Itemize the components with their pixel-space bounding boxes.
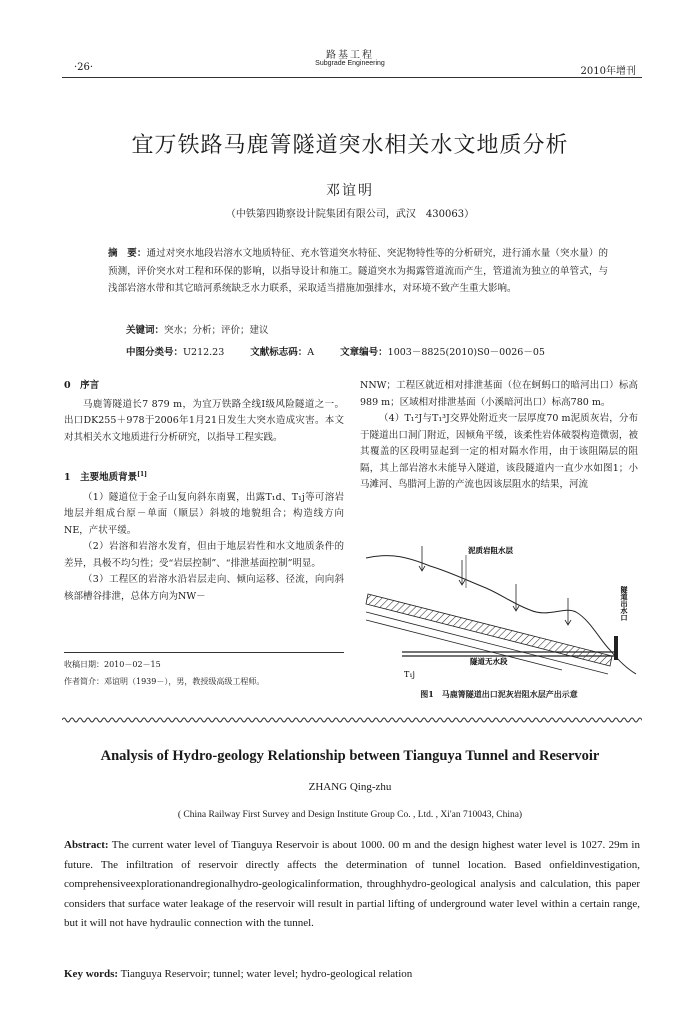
section-separator <box>62 716 642 724</box>
abstract-cn <box>108 245 608 298</box>
article-value: 1003－8825(2010)S0－0026－05 <box>387 347 545 358</box>
keywords-label: 关键词： <box>126 325 165 336</box>
journal-title-cn: 路基工程 <box>326 50 374 61</box>
section-1-item-3: （3）工程区的岩溶水沿岩层走向、倾向运移、径流，向向斜核部槽谷排泄，总体方向为NW－ <box>64 574 344 602</box>
header-rule <box>62 77 642 78</box>
section-1-item-1: （1）隧道位于金子山复向斜东南翼，出露T₁d、T₁j等可溶岩地层并组成台原－单面（顺层）斜坡的地貌组合；构造线方向NE，产状平缓。 <box>64 491 344 536</box>
figure-label-aquitard: 泥质岩阻水层 <box>468 546 513 555</box>
issue-label: 2010年增刊 <box>580 66 636 77</box>
article-label: 文章编号： <box>340 347 388 358</box>
figure-1-caption: 图1 马鹿箐隧道出口泥灰岩阻水层产出示意 <box>420 689 578 699</box>
english-keywords-label: Key words: <box>64 968 119 980</box>
left-column <box>64 378 344 605</box>
footnote-rule <box>64 652 344 653</box>
abstract-label: 摘 要： <box>108 248 147 259</box>
footnote-bio: 作者简介：邓谊明（1939－），男，教授级高级工程师。 <box>64 677 265 686</box>
doc-label: 文献标志码： <box>250 347 308 358</box>
english-title: Analysis of Hydro-geology Relationship between Tianguya Tunnel and Reservoir <box>100 748 600 764</box>
tunnel-exit-portal <box>614 636 618 660</box>
right-column <box>360 378 638 494</box>
section-0-heading: 0 序言 <box>64 380 100 391</box>
right-paragraph-2: （4）T₁²J与T₁³J交界处附近夹一层厚度70 m泥质灰岩，分布于隧道出口洞门附近，因倾角平缓，该柔性岩体破裂构造微弱，被其覆盖的区段明显起到一定的相对隔水作用，由于该阻隔层的阻隔，其上部岩溶水未能导入隧道，该段隧道内一直少水如图1；小马滩河、鸟腊河上游的产流也因该层阻水的结果，河流 <box>360 413 638 490</box>
keywords-text: 突水；分析；评价；建议 <box>164 325 269 336</box>
english-affiliation: ( China Railway First Survey and Design Institute Group Co. , Ltd. , Xi'an 710043, China) <box>177 810 523 820</box>
class-label: 中图分类号： <box>126 347 184 358</box>
figure-label-strata: T₁j <box>404 670 416 679</box>
paper-affiliation: （中铁第四勘察设计院集团有限公司，武汉 430063） <box>225 209 475 220</box>
paper-author: 邓谊明 <box>326 183 374 199</box>
english-author: ZHANG Qing-zhu <box>308 781 392 793</box>
figure-label-exit: 隧道出水口 <box>620 586 628 621</box>
section-0-paragraph: 马鹿箐隧道长7 879 m，为宜万铁路全线Ⅰ级风险隧道之一。出口DK255＋978于2006年1月21日发生大突水造成灾害。本文对其相关水文地质进行分析研究，以指导工程实践。 <box>64 398 344 443</box>
section-1-item-2: （2）岩溶和岩溶水发育，但由于地层岩性和水文地质条件的差异，具极不均匀性；受“岩层控制”、“排泄基面控制”明显。 <box>64 541 344 569</box>
class-value: U212.23 <box>183 347 225 358</box>
english-keywords-text: Tianguya Reservoir; tunnel; water level; hydro-geological relation <box>120 968 413 980</box>
english-abstract-label: Abstract: <box>64 839 109 851</box>
section-1-ref: [1] <box>137 471 147 478</box>
english-abstract-text: The current water level of Tianguya Reservoir is about 1000. 00 m and the design highest water level is 1027. 29m in future. The infiltration of reservoir directly affects the determination of tunnel location. Based onfieldinvestigation, comprehensiveexplorationandregionalhydro-geologicalinformation, throughhydro-geological analysis and calculation, this paper considers that surface water leakage of the reservoir will result in partial lifting of underground water level within a certain range, but it will not have hydraulic connection with the tunnel. <box>64 839 640 930</box>
aquitard-layer <box>366 594 612 666</box>
section-1-heading-text: 1 主要地质背景 <box>64 472 138 484</box>
journal-title-en: Subgrade Engineering <box>315 60 385 67</box>
doc-value: A <box>307 347 315 358</box>
figure-label-tunnel: 隧道无水段 <box>470 657 508 666</box>
abstract-text: 通过对突水地段岩溶水文地质特征、充水管道突水特征、突泥物特性等的分析研究，进行涌水量（突水量）的预测，评价突水对工程和环保的影响，以指导设计和施工。隧道突水为揭露管道流而产生，管道流为独立的单管式，与浅部岩溶水带和其它暗河系统缺乏水力联系，采取适当措施加强排水，对环境不致产生重大影响。 <box>108 248 608 294</box>
figure-1-diagram <box>362 540 638 686</box>
page-number: ·26· <box>74 62 94 73</box>
english-keywords <box>64 968 412 980</box>
keywords-cn <box>126 322 269 336</box>
section-1-heading <box>64 467 344 487</box>
right-paragraph-1: NNW；工程区就近相对排泄基面（位在蚵蚂口的暗河出口）标高989 m；区域相对排泄基面（小溪暗河出口）标高780 m。 <box>360 380 638 408</box>
paper-title: 宜万铁路马鹿箐隧道突水相关水文地质分析 <box>131 133 569 158</box>
english-abstract <box>64 836 640 934</box>
classification-line <box>126 344 571 358</box>
footnote-received: 收稿日期：2010－02－15 <box>64 660 161 669</box>
